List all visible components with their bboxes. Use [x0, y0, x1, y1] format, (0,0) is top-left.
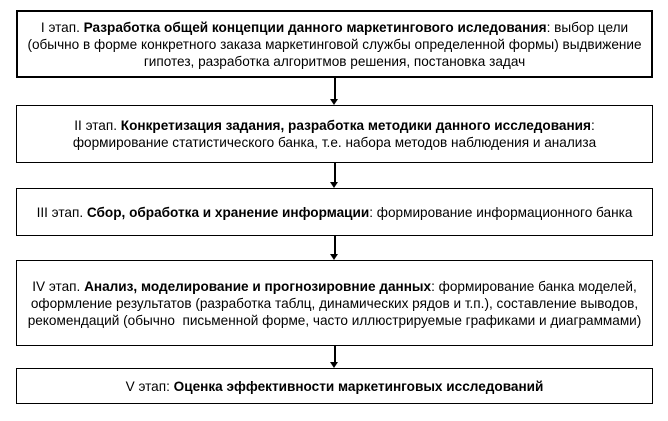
stage-4-title: Анализ, моделирование и прогнозировние данных	[84, 278, 432, 294]
stage-1-text	[26, 19, 646, 70]
stage-box-4	[16, 260, 653, 346]
stage-1-label: I этап.	[40, 19, 84, 35]
stage-4-text	[25, 278, 644, 329]
stage-2-description: : формирование статистического банка, т.е. набора методов наблюдения и анализа	[72, 118, 599, 150]
stage-box-5	[16, 368, 653, 404]
stage-5-label: V этап:	[125, 378, 174, 394]
stage-2-title: Конкретизация задания, разработка методики данного исследования	[120, 118, 591, 133]
arrow-shaft	[334, 236, 336, 256]
stage-box-1	[16, 10, 653, 78]
arrow-shaft	[334, 163, 336, 184]
stage-5-text	[25, 378, 644, 395]
stage-5-title: Оценка эффективности маркетинговых исследований	[173, 378, 544, 394]
arrow-down-icon	[330, 346, 339, 368]
arrow-shaft	[334, 78, 336, 101]
stage-3-label: III этап.	[36, 204, 87, 220]
stage-4-label: IV этап.	[32, 278, 85, 294]
stage-2-text	[25, 117, 644, 151]
arrow-down-icon	[330, 163, 339, 188]
arrow-down-icon	[330, 236, 339, 260]
arrow-down-icon	[330, 78, 339, 105]
stage-3-description: : формирование информационного банка	[369, 204, 633, 220]
stage-3-text	[25, 204, 644, 221]
stage-2-label: II этап.	[74, 118, 121, 133]
stage-box-2	[16, 105, 653, 163]
stage-3-title: Сбор, обработка и хранение информации	[86, 204, 370, 220]
stage-1-description: : выбор цели (обычно в форме конкретного заказа маркетинговой службы определенной формы) выдвижение гипотез, разработка алгоритмов решения, постановка задач	[27, 19, 646, 69]
stage-4-description: : формирование банка моделей, оформление результатов (разработка таблц, динамических рядов и т.п.), составление выводов, рекомендаций (обычно письменной форме, часто иллюстрируемые графиками и диаграммами)	[27, 278, 642, 328]
stage-box-3	[16, 188, 653, 236]
stage-1-title: Разработка общей концепции данного маркетингового иследования	[83, 19, 547, 35]
